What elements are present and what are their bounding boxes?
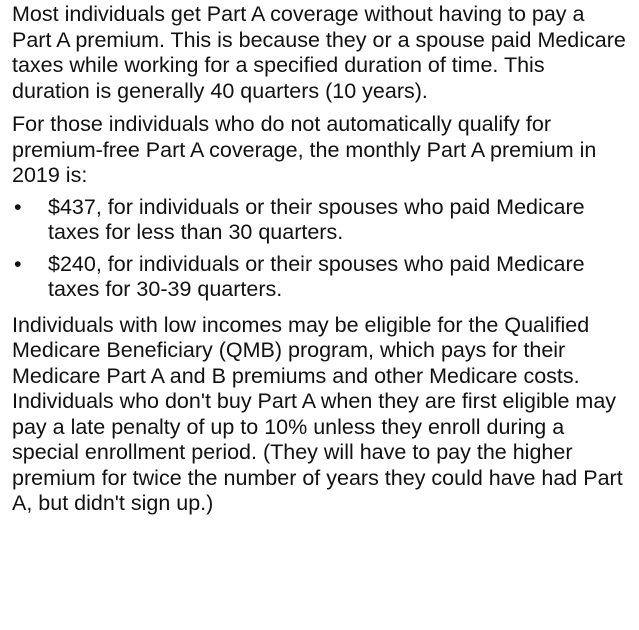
paragraph-premium-free-intro: Most individuals get Part A coverage without having to pay a Part A premium. This is because they or a spouse paid Medicare taxes while working for a specified duration of time. This duration is generally 40 quarters (10 years).	[12, 2, 626, 103]
bullet-icon: •	[14, 251, 22, 276]
premium-bullet-list	[12, 195, 627, 303]
list-item	[12, 195, 627, 246]
bullet-text: $437, for individuals or their spouses who paid Medicare taxes for less than 30 quarters.	[48, 194, 585, 244]
list-item	[12, 252, 627, 303]
bullet-icon: •	[14, 194, 22, 219]
bullet-text: $240, for individuals or their spouses who paid Medicare taxes for 30-39 quarters.	[48, 251, 585, 301]
paragraph-qmb-penalty: Individuals with low incomes may be eligible for the Qualified Medicare Beneficiary (QMB) program, which pays for their Medicare Part A and B premiums and other Medicare costs. Individuals who don't buy Part A when they are first eligible may pay a late penalty of up to 10% unless they enroll during a special enrollment period. (They will have to pay the higher premium for twice the number of years they could have had Part A, but didn't sign up.)	[12, 312, 623, 515]
paragraph-premium-intro: For those individuals who do not automatically qualify for premium-free Part A coverage, the monthly Part A premium in 2019 is:	[12, 112, 597, 187]
